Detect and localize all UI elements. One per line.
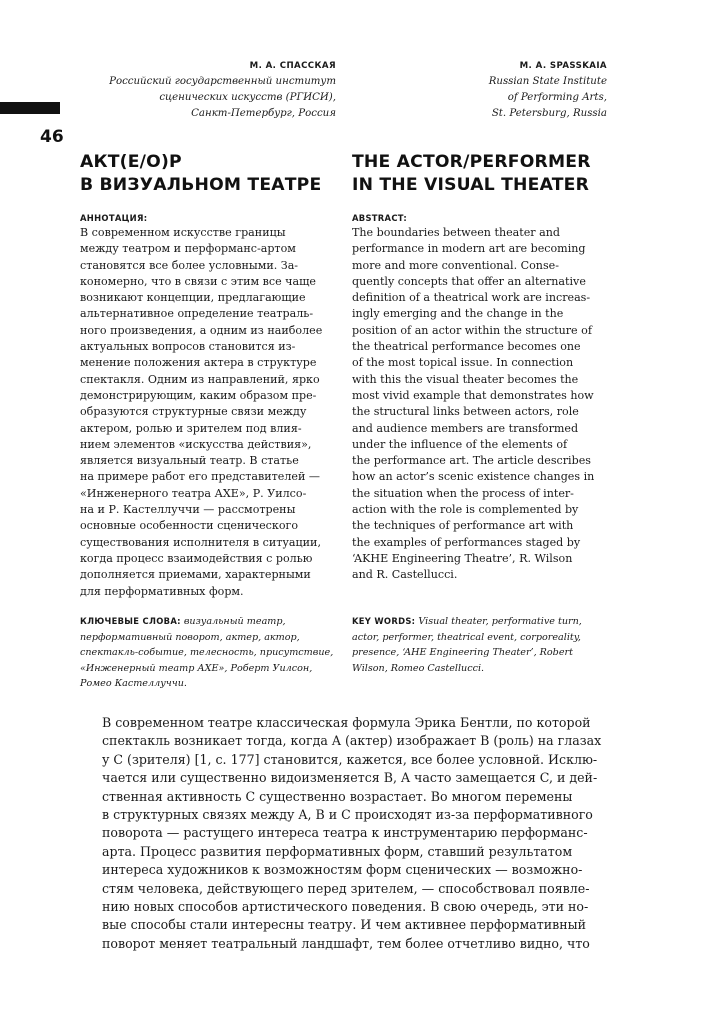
keywords-line: «Инженерный театр АХЕ», Роберт Уилсон, <box>80 662 313 674</box>
text-line: ственная активность C существенно возрастает. Во многом перемены <box>102 788 573 804</box>
text-line: поворот меняет театральный ландшафт, тем более отчетливо видно, что <box>102 935 590 951</box>
keywords-line: визуальный театр, <box>180 616 286 627</box>
text-line: дополняется приемами, характерными <box>80 568 311 582</box>
text-line: является визуальный театр. В статье <box>80 454 299 468</box>
text-line: на и Р. Кастеллуччи — рассмотрены <box>80 503 296 517</box>
text-line: The boundaries between theater and <box>352 226 560 239</box>
affiliation-line: Russian State Institute <box>488 76 607 87</box>
text-line: менение положения актера в структуре <box>80 356 317 370</box>
affiliation-line: сценических искусств (РГИСИ), <box>159 92 336 103</box>
keywords-block-en <box>352 614 614 676</box>
text-line: definition of a theatrical work are increas- <box>352 291 591 305</box>
text-line: возникают концепции, предлагающие <box>80 291 306 305</box>
text-line: спектакль возникает тогда, когда A (актер) изображает B (роль) на глазах <box>102 733 602 749</box>
affiliation-line: Санкт-Петербург, Россия <box>191 108 336 119</box>
abstract-text-en <box>352 225 610 584</box>
keywords-line: Ромео Кастеллуччи. <box>80 678 187 690</box>
abstract-label-en: ABSTRACT: <box>352 213 407 223</box>
page-number: 46 <box>40 127 64 147</box>
keywords-label-en: KEY WORDS: <box>352 616 416 626</box>
text-line: чается или существенно видоизменяется B, A часто замещается C, и дей- <box>102 770 598 786</box>
keywords-line: Wilson, Romeo Castellucci. <box>352 662 485 674</box>
text-line: with this the visual theater becomes the <box>352 372 579 386</box>
text-line: the techniques of performance art with <box>352 519 574 533</box>
text-line: and audience members are transformed <box>352 421 579 435</box>
text-line: ingly emerging and the change in the <box>352 307 564 321</box>
text-line: существования исполнителя в ситуации, <box>80 535 321 549</box>
text-line: интереса художников к возможностям форм сценических — возможно- <box>102 862 583 878</box>
text-line: кономерно, что в связи с этим все чаще <box>80 274 317 288</box>
text-line: поворота — растущего интереса театра к инструментарию перформанс- <box>102 825 588 841</box>
keywords-line: presence, ‘AHE Engineering Theater’, Robert <box>352 647 573 659</box>
text-line: когда процесс взаимодействия с ролью <box>80 551 313 565</box>
text-line: В современном театре классическая формула Эрика Бентли, по которой <box>102 715 591 730</box>
text-line: the situation when the process of inter- <box>352 486 574 500</box>
text-line: the structural links between actors, role <box>352 405 579 419</box>
text-line: ного произведения, а одним из наиболее <box>80 323 323 337</box>
text-line: most vivid example that demonstrates how <box>352 388 594 402</box>
column-english <box>352 151 610 584</box>
affiliation-line: St. Petersburg, Russia <box>491 108 607 119</box>
text-line: арта. Процесс развития перформативных форм, ставший результатом <box>102 843 573 859</box>
keywords-label-ru: КЛЮЧЕВЫЕ СЛОВА: <box>80 616 181 626</box>
text-line: альтернативное определение театраль- <box>80 307 314 321</box>
text-line: of the most topical issue. In connection <box>352 356 574 370</box>
article-body <box>102 714 612 953</box>
text-line: у C (зрителя) [1, с. 177] становится, кажется, все более условной. Исклю- <box>102 751 598 767</box>
text-line: между театром и перформанс-артом <box>80 242 296 256</box>
text-line: how an actor’s scenic existence changes in <box>352 470 595 484</box>
author-affiliation-en <box>352 74 607 122</box>
title-line: АКТ(Е/О)Р <box>80 152 182 172</box>
article-title-ru <box>80 151 338 197</box>
title-line: IN THE VISUAL THEATER <box>352 175 590 195</box>
text-line: position of an actor within the structure of <box>352 323 592 337</box>
keywords-line: перформативный поворот, актер, актор, <box>80 631 300 643</box>
title-line: В ВИЗУАЛЬНОМ ТЕАТРЕ <box>80 175 322 195</box>
text-line: the examples of performances staged by <box>352 535 581 549</box>
text-line: в структурных связях между A, B и C происходят из-за перформативного <box>102 807 593 823</box>
text-line: стям человека, действующего перед зрителем, — способствовал появле- <box>102 880 590 896</box>
text-line: under the influence of the elements of <box>352 437 568 451</box>
text-line: основные особенности сценического <box>80 519 298 533</box>
text-line: образуются структурные связи между <box>80 405 307 419</box>
abstract-label-ru: АННОТАЦИЯ: <box>80 213 148 223</box>
text-line: the theatrical performance becomes one <box>352 340 581 354</box>
page-marker-bar <box>0 102 60 114</box>
text-line: для перформативных форм. <box>80 584 244 598</box>
text-line: ‘AKHE Engineering Theatre’, R. Wilson <box>352 551 573 565</box>
text-line: актуальных вопросов становится из- <box>80 340 296 354</box>
text-line: performance in modern art are becoming <box>352 242 586 256</box>
article-title-en <box>352 151 610 197</box>
abstract-text-ru <box>80 225 338 600</box>
keywords-line: спектакль-событие, телесность, присутствие, <box>80 647 334 659</box>
title-line: THE ACTOR/PERFORMER <box>352 152 591 172</box>
column-russian <box>80 151 338 600</box>
author-name-en: M. A. SPASSKAIA <box>519 61 607 71</box>
text-line: становятся все более условными. За- <box>80 258 299 272</box>
text-line: демонстрирующим, каким образом пре- <box>80 388 317 402</box>
keywords-line: Visual theater, performative turn, <box>415 616 582 627</box>
text-line: актером, ролью и зрителем под влия- <box>80 421 302 435</box>
keywords-line: actor, performer, theatrical event, corporeality, <box>352 631 581 643</box>
keywords-block-ru <box>80 614 342 692</box>
author-affiliation-ru <box>80 74 336 122</box>
author-name-ru: М. А. СПАССКАЯ <box>249 61 336 71</box>
affiliation-line: of Performing Arts, <box>507 92 607 103</box>
text-line: В современном искусстве границы <box>80 226 286 239</box>
text-line: and R. Castellucci. <box>352 568 458 582</box>
text-line: нием элементов «искусства действия», <box>80 437 312 451</box>
text-line: вые способы стали интересны театру. И чем активнее перформативный <box>102 917 587 933</box>
author-block-ru <box>80 58 336 122</box>
affiliation-line: Российский государственный институт <box>109 76 336 87</box>
text-line: more and more conventional. Conse- <box>352 258 559 272</box>
text-line: action with the role is complemented by <box>352 503 579 517</box>
text-line: на примере работ его представителей — <box>80 470 320 484</box>
text-line: the performance art. The article describes <box>352 454 591 468</box>
text-line: спектакля. Одним из направлений, ярко <box>80 372 320 386</box>
text-line: нию новых способов артистического поведения. В свою очередь, эти но- <box>102 899 589 915</box>
text-line: «Инженерного театра АХЕ», Р. Уилсо- <box>80 486 307 500</box>
text-line: quently concepts that offer an alternative <box>352 274 586 288</box>
author-block-en <box>352 58 607 122</box>
